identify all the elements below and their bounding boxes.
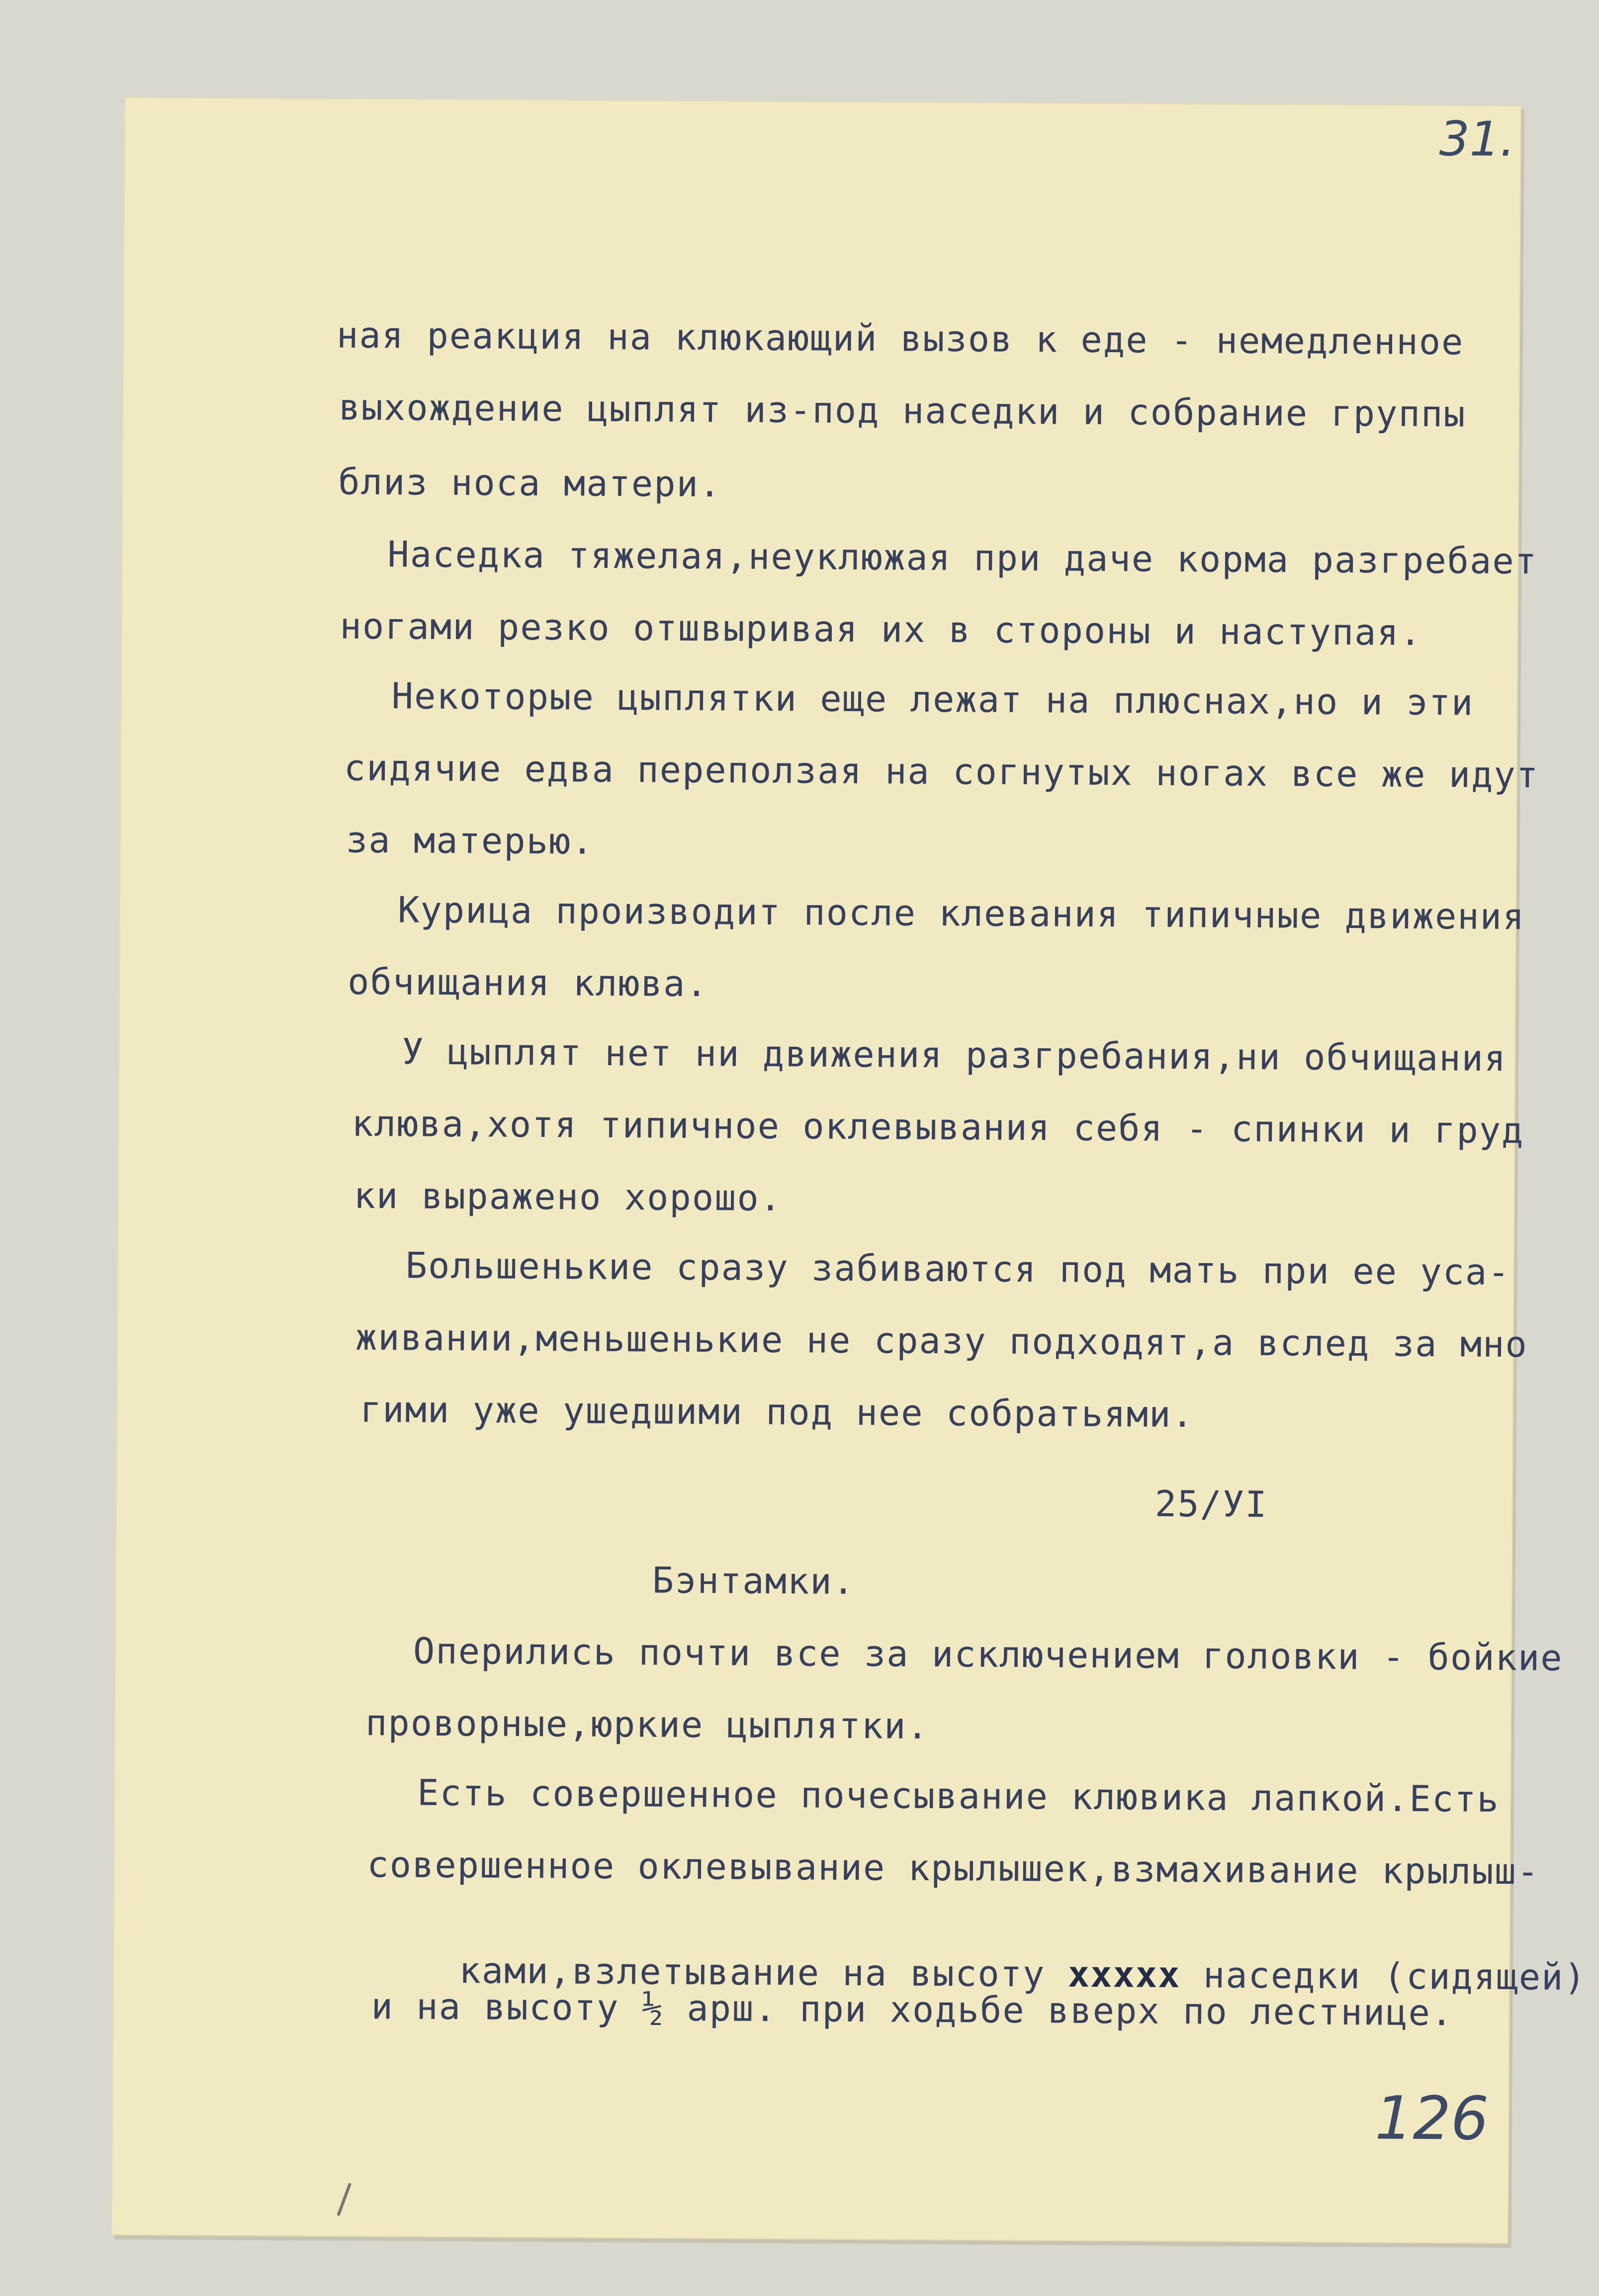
- text-line: ногами резко отшвыривая их в стороны и наступая.: [340, 605, 1422, 653]
- text-line: Курица производит после клевания типичные движения: [397, 889, 1525, 938]
- text-line: живании,меньшенькие не сразу подходят,а вслед за мно: [355, 1316, 1528, 1366]
- text-line: Есть совершенное почесывание клювика лапкой.Есть: [417, 1771, 1500, 1820]
- text-line: обчищания клюва.: [347, 960, 709, 1005]
- document-page: [111, 97, 1587, 2244]
- text-line: Оперились почти все за исключением головки - бойкие: [413, 1630, 1563, 1679]
- text-line: ная реакция на клюкающий вызов к еде - немедленное: [336, 314, 1464, 363]
- text-line: совершенное оклевывание крылышек,взмахивание крылыш-: [367, 1843, 1540, 1893]
- text-line: гими уже ушедшими под нее собратьями.: [359, 1388, 1194, 1436]
- text-line: выхождение цыплят из-под наседки и собрание группы: [338, 386, 1466, 435]
- text-segment: наседки (сидящей): [1203, 1954, 1587, 1999]
- text-line: клюва,хотя типичное оклевывания себя - спинки и груд: [352, 1102, 1524, 1152]
- text-line: Некоторые цыплятки еще лежат на плюснах,но и эти: [391, 675, 1474, 724]
- text-line: за матерью.: [346, 819, 594, 862]
- struck-out-text: ххххх: [1067, 1953, 1181, 1996]
- text-line: Наседка тяжелая,неуклюжая при даче корма разгребает: [387, 533, 1538, 582]
- folio-number: 31.: [1439, 111, 1515, 168]
- text-line: У цыплят нет ни движения разгребания,ни обчищания: [402, 1030, 1507, 1080]
- pencil-mark: [337, 2183, 352, 2216]
- text-line: и на высоту ½ арш. при ходьбе вверх по лестнице.: [371, 1985, 1454, 2034]
- date-entry: 25/УI: [1155, 1482, 1268, 1526]
- text-line: ки выражено хорошо.: [354, 1174, 783, 1219]
- section-heading: Бэнтамки.: [652, 1559, 856, 1603]
- text-line: близ носа матери.: [338, 460, 722, 505]
- text-line: сидячие едва переползая на согнутых ногах все же идут: [344, 746, 1539, 796]
- text-segment: ками,взлетывание на высоту: [459, 1949, 1046, 1995]
- archive-number: 126: [1374, 2084, 1489, 2154]
- text-line: проворные,юркие цыплятки.: [365, 1702, 929, 1747]
- text-line: Большенькие сразу забиваются под мать при ее уса-: [405, 1244, 1510, 1293]
